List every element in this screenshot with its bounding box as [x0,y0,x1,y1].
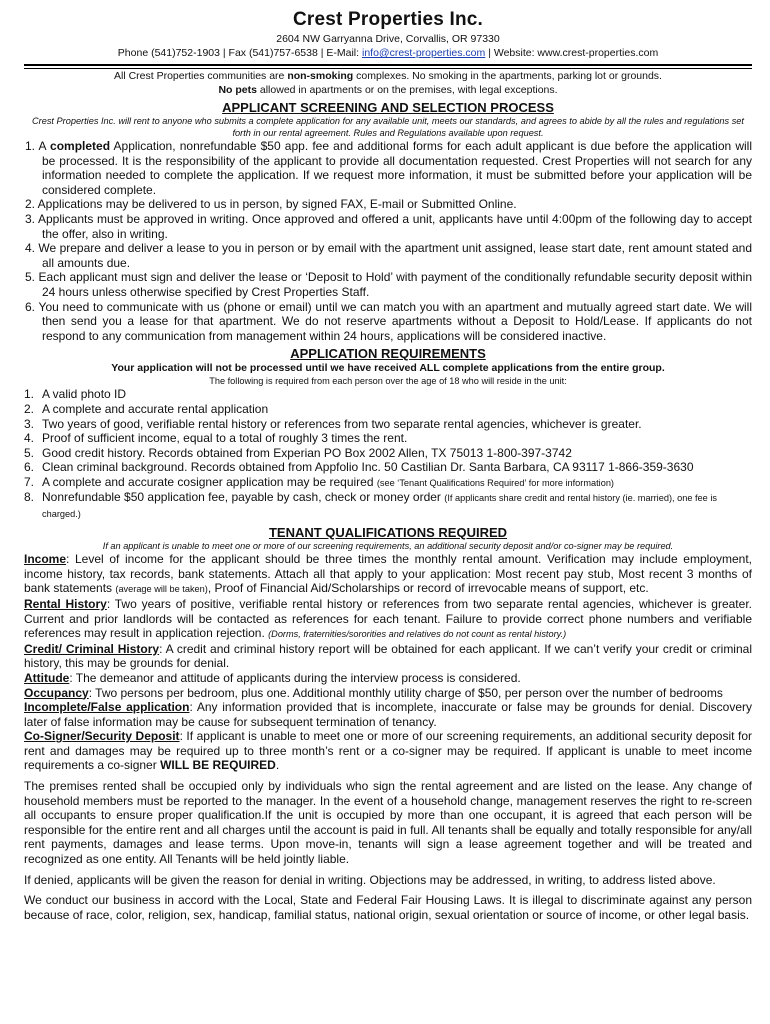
requirement-item: 3. Two years of good, verifiable rental history or references from two separate rental agencies, whichever is greater. [24,416,642,431]
screening-item: 6. You need to communicate with us (phone or email) until we can match you with an apartment and mutually agreed start date. We will then send you a lease for that apartment. We do not reserve apartments without a Deposit to Hold/Lease. If applicants do not respond to any communication from management within 24 hours, applications will be considered inactive. [25,299,752,343]
contact-suffix: | Website: www.crest-properties.com [485,47,659,59]
occupancy-paragraph: Occupancy: Two persons per bedroom, plus one. Additional monthly utility charge of $50, per person over the number of bedrooms [24,685,723,700]
requirement-item: 6. Clean criminal background. Records obtained from Appfolio Inc. 50 Castilian Dr. Santa Barbara, CA 93117 1-866-359-3630 [24,460,694,475]
screening-item: 2. Applications may be delivered to us in person, by signed FAX, E-mail or Submitted Online. [25,197,517,212]
incomplete-paragraph: Incomplete/False application: Any information provided that is incomplete, inaccurate or false may be grounds for denial. Discovery later of false information may be cause for subsequent termination of tenancy. [24,700,752,729]
cosigner-paragraph: Co-Signer/Security Deposit: If applicant is unable to meet one or more of our screening requirements, an additional security deposit for rent and damages may be required up to three month’s rent or a co-signer may be required. If applicant is unable to meet income requirements a co-signer WILL BE REQUIRED. [24,729,752,773]
email-link[interactable]: info@crest-properties.com [361,47,486,59]
screening-item: 3. Applicants must be approved in writing. Once approved and offered a unit, applicants have until 4:00pm of the following day to accept the offer, also in writing. [25,211,752,241]
company-name: Crest Properties Inc. [292,9,484,30]
smoking-notice: All Crest Properties communities are non-smoking complexes. No smoking in the apartments, parking lot or grounds. [114,70,662,82]
screening-item: 4. We prepare and deliver a lease to you in person or by email with the apartment unit assigned, lease start date, rent amount stated and all amounts due. [25,241,752,270]
rental-history-paragraph: Rental History: Two years of positive, verifiable rental history or references from two separate rental agencies, whichever is greater. Current and prior landlords will be contacted as references for each tenant. Failure to provide correct phone numbers and verifiable references may result in application rejection. (Dorms, fraternities/sororities and relatives do not count as rental history.) [24,596,752,641]
denial-paragraph: If denied, applicants will be given the reason for denial in writing. Objections may be addressed, in writing, to address listed above. [24,872,716,887]
occupancy-terms-paragraph: The premises rented shall be occupied only by individuals who sign the rental agreement and are listed on the lease. Any change of household members must be reported to the manager. In the event of a household change, management reserves the right to re-screen all occupants to ensure proper qualification.If the unit is occupied by more than one occupant, it is agreed that each person will be responsible for the entire rent and all charges until the account is paid in full. All tenants shall be equally and totally responsible for any/all rent payments, damages and lease terms. Upon move-in, tenants will sign a lease agreement together and will be treated and recognized as one entity. All Tenants will be held jointly liable. [24,779,752,867]
requirement-item: 4. Proof of sufficient income, equal to a total of roughly 3 times the rent. [24,431,408,446]
header-rule-thick [24,64,752,66]
requirement-item: 2. A complete and accurate rental application [24,401,269,416]
fair-housing-paragraph: We conduct our business in accord with the Local, State and Federal Fair Housing Laws. It is illegal to discriminate against any person because of race, color, religion, sex, handicap, familial status, national origin, sexual orientation or source of income, or other legal basis. [24,893,752,922]
requirements-small-line: The following is required from each person over the age of 18 who will reside in the unit: [209,376,567,387]
requirements-bold-line: Your application will not be processed until we have received ALL complete applications from the entire group. [111,362,665,375]
requirement-item: 8. Nonrefundable $50 application fee, payable by cash, check or money order (If applicants share credit and rental history (ie. married), one fee is charged.) [24,490,717,520]
attitude-paragraph: Attitude: The demeanor and attitude of applicants during the interview process is considered. [24,670,521,685]
requirements-heading: APPLICATION REQUIREMENTS [290,346,486,362]
header-rule-thin [24,68,752,69]
requirement-item: 5. Good credit history. Records obtained from Experian PO Box 2002 Allen, TX 75013 1-800-397-3742 [24,445,572,460]
screening-item: 1. A completed Application, nonrefundable $50 app. fee and additional forms for each adult applicant is due before the application will be processed. It is the responsibility of the applicant to provide all documentation requested. Crest Properties will not search for any information needed to complete the application. If we request more information, it must be submitted before your application will be considered complete. [25,139,753,197]
pets-notice: No pets allowed in apartments or on the premises, with legal exceptions. [218,84,558,96]
requirement-item: 7. A complete and accurate cosigner application may be required (see ‘Tenant Qualifications Required’ for more information) [24,474,614,489]
document-page [24,8,752,922]
screening-item: 5. Each applicant must sign and deliver the lease or ‘Deposit to Hold’ with payment of the conditionally refundable security deposit within 24 hours unless otherwise specified by Crest Properties Staff. [25,270,752,299]
income-paragraph: Income: Level of income for the applicant should be three times the monthly rental amount. Verification may include employment, income history, tax records, bank statements. Attach all that apply to your application: Most recent pay stub, Most recent 3 months of bank statements (average will be taken), Proof of Financial Aid/Scholarships or record of irrevocable means of support, etc. [24,552,752,596]
requirement-item: 1. A valid photo ID [24,387,127,402]
credit-paragraph: Credit/ Criminal History: A credit and criminal history report will be obtained for each applicant. If we can’t verify your credit or criminal history, this may be grounds for denial. [24,641,752,671]
qualifications-heading: TENANT QUALIFICATIONS REQUIRED [268,524,508,540]
company-address: 2604 NW Garryanna Drive, Corvallis, OR 97330 [276,33,500,45]
qualifications-intro: If an applicant is unable to meet one or more of our screening requirements, an additional security deposit and/or co-signer may be required. [102,540,674,551]
screening-intro: Crest Properties Inc. will rent to anyone who submits a complete application for any available unit, meets our standards, and agrees to abide by all the rules and regulations set forth in our rental agreement. Rules and Regulations available upon request. [32,116,744,138]
screening-heading: APPLICANT SCREENING AND SELECTION PROCESS [222,100,554,115]
company-contact [24,46,752,60]
contact-prefix: Phone (541)752-1903 | Fax (541)757-6538 | E-Mail: [117,47,362,59]
